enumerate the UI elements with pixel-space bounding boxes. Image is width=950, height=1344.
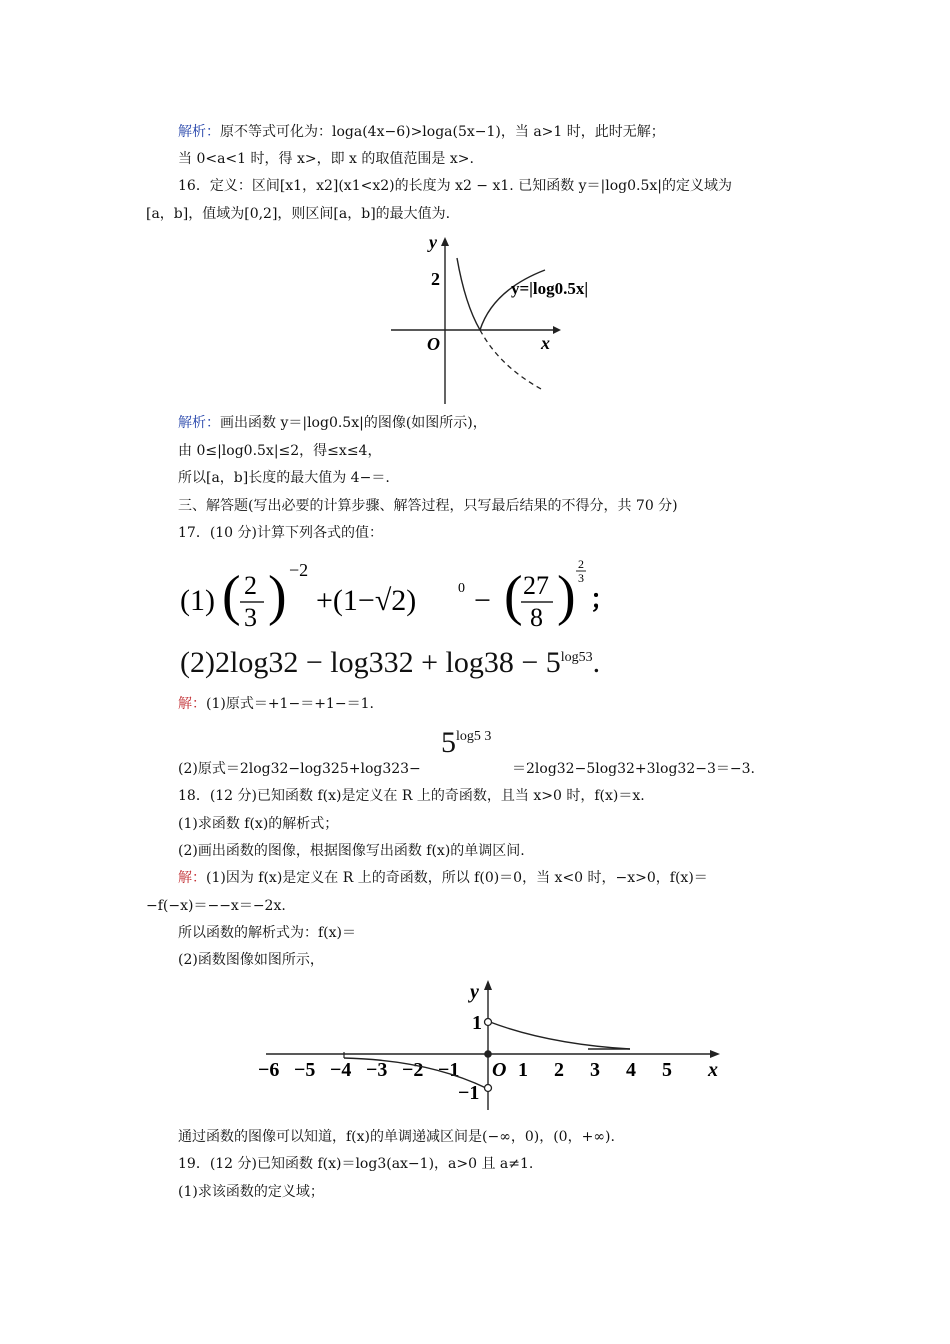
- paren-left-1: (: [222, 565, 241, 627]
- exp-function-graph: [258, 978, 728, 1118]
- solution-text: (1)原式＝+1−＝+1−＝1.: [206, 696, 374, 712]
- solution-label: 解：: [178, 696, 206, 712]
- y-axis-label: y: [429, 232, 437, 252]
- x-ticks: [258, 1059, 672, 1081]
- x-tick-label: −5: [294, 1059, 316, 1081]
- solution-16-line-2: 由 0≤|log0.5x|≤2，得≤x≤4，: [178, 443, 382, 459]
- x-axis-label: x: [708, 1059, 718, 1081]
- solution-18-line-4: (2)函数图像如图所示，: [178, 952, 324, 968]
- problem-18-line-2: (1)求函数 f(x)的解析式；: [178, 816, 339, 832]
- formula2-exp: log53: [560, 650, 593, 665]
- solution-15-line-1: [178, 122, 665, 142]
- solution-18-line-3: 所以函数的解析式为：f(x)＝: [178, 925, 357, 941]
- paren-right-2: ): [557, 565, 576, 627]
- y-tick-1: 1: [472, 1012, 482, 1034]
- solution-17-line-2a: (2)原式＝2log32−log325+log323−: [178, 761, 421, 777]
- problem-18-line-1: 18．(12 分)已知函数 f(x)是定义在 R 上的奇函数，且当 x>0 时，f(x)＝x.: [178, 788, 645, 804]
- solution-18-line-1: [178, 868, 708, 888]
- problem-17-line: 17．(10 分)计算下列各式的值：: [178, 525, 384, 541]
- formula2-text: (2)2log32 − log332 + log38 − 5: [180, 646, 561, 679]
- x-tick-label: −1: [438, 1059, 460, 1081]
- frac2-den: 8: [530, 603, 543, 632]
- power-exp: log5 3: [456, 728, 492, 744]
- x-axis-arrow: [553, 326, 561, 334]
- frac1-num: 2: [244, 571, 257, 600]
- exp1: −2: [289, 560, 309, 580]
- formula-17-2: [180, 646, 600, 680]
- curve-left: [457, 258, 480, 330]
- x-tick-label: 2: [554, 1059, 564, 1081]
- formula-end: ；: [590, 585, 617, 614]
- frac2-num: 27: [523, 571, 549, 600]
- y-axis-arrow: [441, 237, 449, 246]
- problem-19-line-1: 19．(12 分)已知函数 f(x)＝log3(ax−1)，a>0 且 a≠1.: [178, 1156, 534, 1172]
- solution-16-line-3: 所以[a，b]长度的最大值为 4−＝.: [178, 470, 390, 486]
- origin-point: [484, 1050, 492, 1058]
- solution-15-line-2: 当 0<a<1 时，得 x>，即 x 的取值范围是 x>.: [178, 151, 474, 167]
- exp3-num: 2: [578, 557, 584, 571]
- solution-18-line-2: −f(−x)＝−−x＝−2x.: [146, 898, 286, 914]
- problem-18-line-3: (2)画出函数的图像，根据图像写出函数 f(x)的单调区间.: [178, 843, 525, 859]
- x-tick-label: −2: [402, 1059, 424, 1081]
- curve-dashed: [480, 330, 543, 390]
- x-tick-label: 5: [662, 1059, 672, 1081]
- solution-17-line-1: [178, 694, 374, 714]
- solution-16-line-1: [178, 413, 487, 433]
- y-axis-label: y: [470, 981, 479, 1003]
- paren-left-2: (: [504, 565, 523, 627]
- solution-text: 原不等式可化为：loga(4x−6)>loga(5x−1)，当 a>1 时，此时无解；: [220, 124, 665, 140]
- log-abs-graph: [385, 232, 589, 407]
- solution-label: 解析：: [178, 415, 220, 431]
- y-tick-neg1: −1: [458, 1082, 480, 1104]
- open-point-bottom: [485, 1085, 492, 1092]
- x-axis-label: x: [541, 333, 550, 353]
- section-3-heading: 三、解答题(写出必要的计算步骤、解答过程，只写最后结果的不得分，共 70 分): [178, 498, 678, 514]
- curve-positive: [490, 1022, 630, 1049]
- power-base: 5: [441, 726, 456, 759]
- open-point-top: [485, 1019, 492, 1026]
- conclusion-18: 通过函数的图像可以知道，f(x)的单调递减区间是(−∞，0)，(0，+∞).: [178, 1129, 615, 1145]
- x-tick-label: 1: [518, 1059, 528, 1081]
- x-tick-label: −4: [330, 1059, 352, 1081]
- solution-label: 解析：: [178, 124, 220, 140]
- frac1-den: 3: [244, 603, 257, 632]
- y-axis-arrow: [484, 980, 492, 990]
- solution-label: 解：: [178, 870, 206, 886]
- formula-mid: +(1−√2): [316, 584, 417, 617]
- formula2-end: .: [592, 646, 601, 679]
- problem-19-line-2: (1)求该函数的定义域；: [178, 1184, 324, 1200]
- x-tick-label: 3: [590, 1059, 600, 1081]
- x-tick-label: −3: [366, 1059, 388, 1081]
- x-tick-label: −6: [258, 1059, 280, 1081]
- solution-text: 画出函数 y＝|log0.5x|的图像(如图所示)，: [220, 415, 487, 431]
- x-tick-label: 4: [626, 1059, 636, 1081]
- problem-16-line-2: [a，b]，值域为[0,2]，则区间[a，b]的最大值为.: [146, 206, 451, 222]
- problem-16-line-1: 16．定义：区间[x1，x2](x1<x2)的长度为 x2 − x1. 已知函数 y＝|log0.5x|的定义域为: [178, 178, 733, 194]
- paren-right-1: ): [268, 565, 287, 627]
- y-tick-2: 2: [431, 269, 440, 289]
- solution-17-line-2b: ＝2log32−5log32+3log32−3＝−3.: [512, 761, 755, 777]
- formula-minus: −: [474, 584, 491, 617]
- formula-prefix: (1): [180, 584, 215, 617]
- curve-label: y=|log0.5x|: [511, 279, 589, 298]
- exp3-den: 3: [578, 571, 584, 585]
- x-axis-arrow: [710, 1050, 720, 1058]
- solution-text: (1)因为 f(x)是定义在 R 上的奇函数，所以 f(0)＝0，当 x<0 时，−x>0，f(x)＝: [206, 870, 708, 886]
- formula-17-1: [176, 557, 617, 640]
- exp2: 0: [458, 581, 465, 596]
- origin-label: O: [492, 1059, 507, 1081]
- power-image: [441, 726, 491, 760]
- origin-label: O: [427, 334, 440, 354]
